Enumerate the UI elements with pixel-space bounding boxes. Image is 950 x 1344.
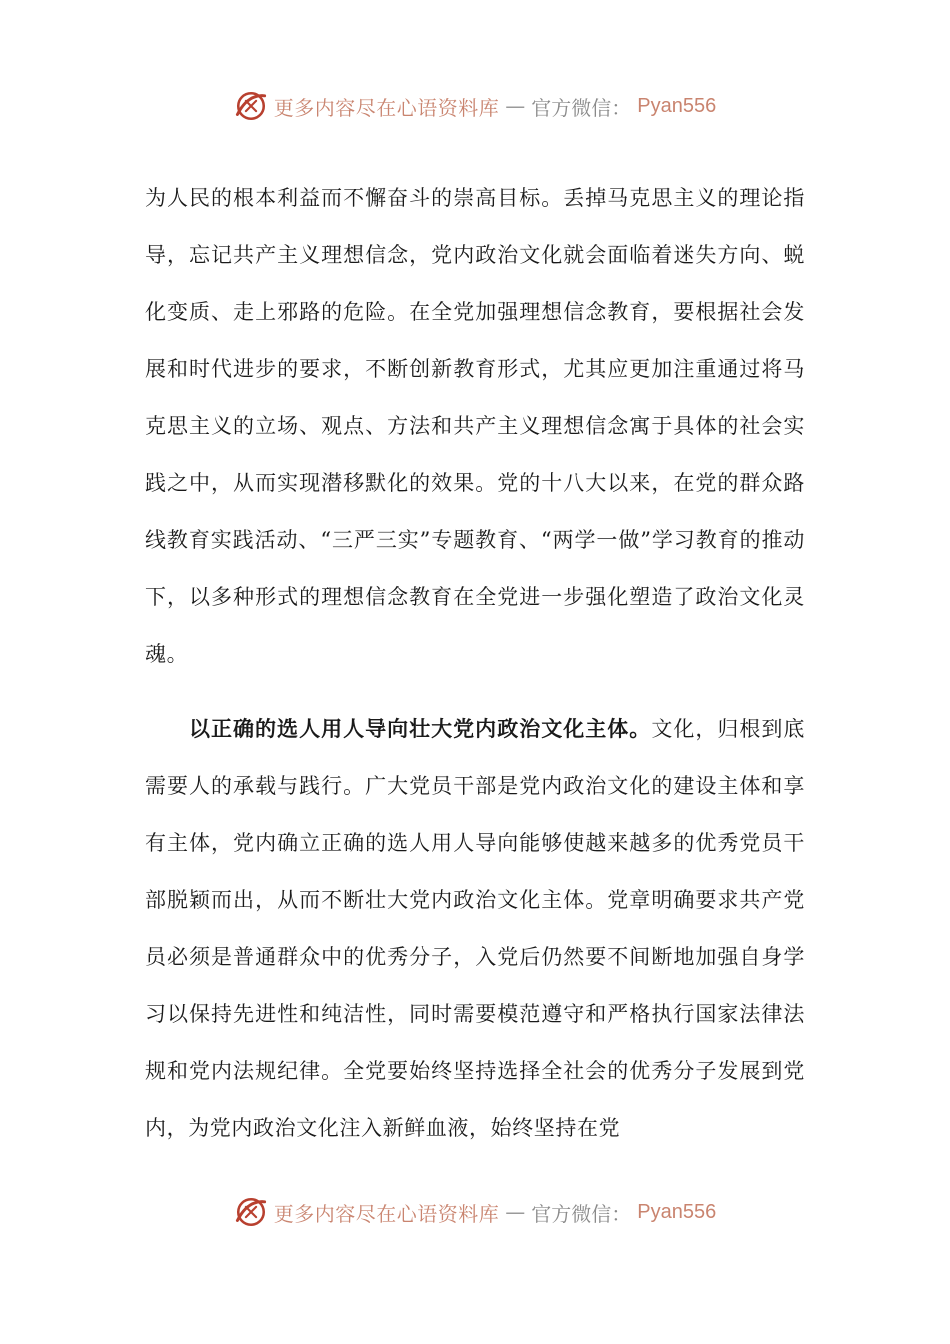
paragraph-2-text: 文化，归根到底需要人的承载与践行。广大党员干部是党内政治文化的建设主体和享有主体，党内确立正确的选人用人导向能够使越来越多的优秀党员干部脱颖而出，从而不断壮大党内政治文化主体。党章明确要求共产党员必须是普通群众中的优秀分子，入党后仍然要不间断地加强自身学习以保持先进性和纯洁性，同时需要模范遵守和严格执行国家法律法规和党内法规纪律。全党要始终坚持选择全社会的优秀分子发展到党内，为党内政治文化注入新鲜血液，始终坚持在党 <box>145 717 805 1140</box>
header-wechat-label: 官方微信： <box>531 95 632 120</box>
footer-banner-dash: — <box>505 1200 526 1224</box>
footer-banner-inner <box>234 1195 716 1229</box>
footer-banner <box>0 1192 950 1232</box>
footer-banner-title: 更多内容尽在心语资料库 <box>273 1201 500 1226</box>
library-logo-icon <box>234 1195 268 1229</box>
footer-wechat-label: 官方微信： <box>531 1201 632 1226</box>
header-banner-inner <box>234 89 716 123</box>
library-logo-icon <box>234 89 268 123</box>
body-paragraph-2 <box>145 701 805 1157</box>
header-banner-dash: — <box>505 94 526 118</box>
paragraph-2-lead-heading: 以正确的选人用人导向壮大党内政治文化主体。 <box>189 717 652 741</box>
header-wechat-id: Pyan556 <box>637 94 717 117</box>
body-paragraph-1: 为人民的根本利益而不懈奋斗的崇高目标。丢掉马克思主义的理论指导，忘记共产主义理想信念，党内政治文化就会面临着迷失方向、蜕化变质、走上邪路的危险。在全党加强理想信念教育，要根据社会发展和时代进步的要求，不断创新教育形式，尤其应更加注重通过将马克思主义的立场、观点、方法和共产主义理想信念寓于具体的社会实践之中，从而实现潜移默化的效果。党的十八大以来，在党的群众路线教育实践活动、“三严三实”专题教育、“两学一做”学习教育的推动下，以多种形式的理想信念教育在全党进一步强化塑造了政治文化灵魂。 <box>145 186 805 666</box>
footer-wechat-id: Pyan556 <box>637 1200 717 1223</box>
header-banner <box>0 86 950 126</box>
document-body <box>145 170 805 1157</box>
header-banner-title: 更多内容尽在心语资料库 <box>273 95 500 120</box>
